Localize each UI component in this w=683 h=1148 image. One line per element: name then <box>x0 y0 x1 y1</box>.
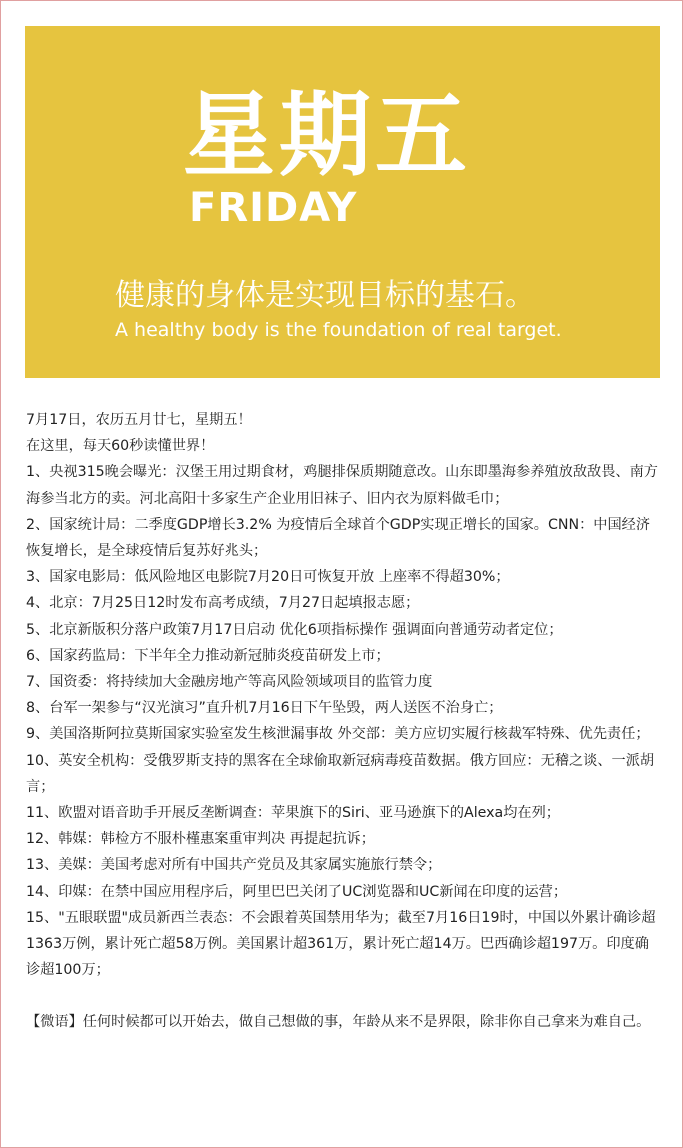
banner-title-cn: 星期五 <box>183 82 472 189</box>
news-item: 12、韩媒：韩检方不服朴槿惠案重审判决 再提起抗诉； <box>26 831 375 848</box>
news-item: 6、国家药监局：下半年全力推动新冠肺炎疫苗研发上市； <box>26 647 390 664</box>
intro-line: 在这里，每天60秒读懂世界！ <box>26 438 215 455</box>
daily-quote: 【微语】任何时候都可以开始去，做自己想做的事，年龄从来不是界限，除非你自己拿来为难自己。 <box>26 1014 651 1031</box>
news-item: 1、央视315晚会曝光：汉堡王用过期食材，鸡腿排保质期随意改。山东即墨海参养殖放敌敌畏、南方海参当北方的卖。河北高阳十多家生产企业用旧袜子、旧内衣为原料做毛巾； <box>26 464 658 507</box>
news-item: 9、美国洛斯阿拉莫斯国家实验室发生核泄漏事故 外交部：美方应切实履行核裁军特殊、优先责任； <box>26 726 650 743</box>
news-item: 3、国家电影局：低风险地区电影院7月20日可恢复开放 上座率不得超30%； <box>26 569 510 586</box>
banner-slogan-en: A healthy body is the foundation of real target. <box>115 319 562 341</box>
date-line: 7月17日，农历五月廿七，星期五！ <box>26 412 252 428</box>
news-item: 15、"五眼联盟"成员新西兰表态：不会跟着英国禁用华为；截至7月16日19时，中国以外累计确诊超1363万例，累计死亡超58万例。美国累计超361万，累计死亡超14万。巴西确诊超197万。印度确诊超100万； <box>26 909 656 979</box>
news-item: 8、台军一架参与“汉光演习”直升机7月16日下午坠毁，两人送医不治身亡； <box>26 700 503 717</box>
banner-title-en: FRIDAY <box>189 185 358 231</box>
friday-banner <box>25 26 660 378</box>
news-item: 4、北京：7月25日12时发布高考成绩，7月27日起填报志愿； <box>26 595 420 612</box>
paragraph-gap <box>26 983 658 1009</box>
news-item: 14、印媒：在禁中国应用程序后，阿里巴巴关闭了UC浏览器和UC新闻在印度的运营； <box>26 883 568 900</box>
news-item: 13、美媒：美国考虑对所有中国共产党员及其家属实施旅行禁令； <box>26 857 442 874</box>
news-item: 10、英安全机构：受俄罗斯支持的黑客在全球偷取新冠病毒疫苗数据。俄方回应：无稽之谈、一派胡言； <box>26 752 655 795</box>
news-item: 5、北京新版积分落户政策7月17日启动 优化6项指标操作 强调面向普通劳动者定位； <box>26 621 563 638</box>
news-item: 11、欧盟对语音助手开展反垄断调查：苹果旗下的Siri、亚马逊旗下的Alexa均在列； <box>26 805 560 822</box>
banner-slogan-cn: 健康的身体是实现目标的基石。 <box>115 278 535 313</box>
article-body <box>26 407 658 1036</box>
news-item: 2、国家统计局：二季度GDP增长3.2% 为疫情后全球首个GDP实现正增长的国家。CNN：中国经济恢复增长，是全球疫情后复苏好兆头； <box>26 516 651 560</box>
news-item: 7、国资委：将持续加大金融房地产等高风险领域项目的监管力度 <box>26 674 433 691</box>
